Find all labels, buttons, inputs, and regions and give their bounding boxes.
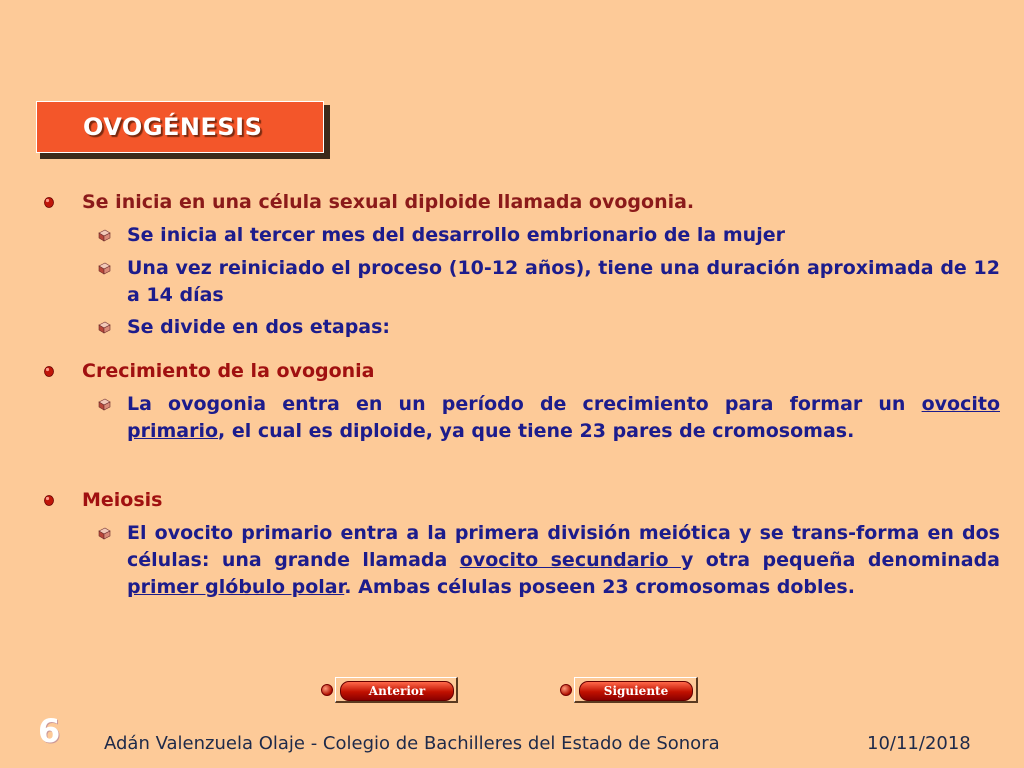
list-item-text: Se divide en dos etapas: <box>127 316 391 338</box>
cube-bullet-icon <box>97 262 111 275</box>
red-dot-icon <box>560 684 572 696</box>
list-item <box>127 255 1000 309</box>
next-button-frame <box>574 677 698 703</box>
list-item-text: La ovogonia entra en un período de crecimiento para formar un <box>127 393 922 415</box>
list-item-text: El ovocito primario entra a la primera división meiótica y se trans-forma en dos células: una grande llamada <box>127 522 1000 571</box>
section-heading-text: Meiosis <box>82 489 163 511</box>
footer-date: 10/11/2018 <box>867 733 971 754</box>
red-dot-bullet-icon <box>44 197 54 208</box>
list-item <box>127 314 1000 341</box>
red-dot-icon <box>321 684 333 696</box>
cube-bullet-icon <box>97 527 111 540</box>
section-heading-2 <box>82 358 982 385</box>
section-heading-3 <box>82 487 982 514</box>
list-item-text: , el cual es diploide, ya que tiene 23 pares de cromosomas. <box>218 420 855 442</box>
list-item-text: . Ambas células poseen 23 cromosomas dobles. <box>344 576 855 598</box>
red-dot-bullet-icon <box>44 495 54 506</box>
section-heading-text: Crecimiento de la ovogonia <box>82 360 375 382</box>
list-item-text: y otra pequeña denominada <box>680 549 1000 571</box>
list-item-text: Una vez reiniciado el proceso (10-12 años), tiene una duración aproximada de 12 a 14 días <box>127 257 1000 306</box>
prev-button[interactable] <box>321 675 458 705</box>
cube-bullet-icon <box>97 229 111 242</box>
list-item <box>127 222 1000 249</box>
next-button-label[interactable]: Siguiente <box>579 681 693 701</box>
term-ovocito-primario: ovocito primario <box>127 393 1000 442</box>
red-dot-bullet-icon <box>44 366 54 377</box>
term-ovocito-secundario: ovocito secundario <box>459 549 681 571</box>
title-face <box>36 101 324 153</box>
slide-number: 6 <box>38 712 61 750</box>
section-heading-text: Se inicia en una célula sexual diploide llamada ovogonia. <box>82 191 695 213</box>
cube-bullet-icon <box>97 398 111 411</box>
prev-button-frame <box>335 677 458 703</box>
list-item <box>127 520 1000 601</box>
section-heading-1 <box>82 189 982 216</box>
list-item <box>127 391 1000 445</box>
slide-title: OVOGÉNESIS <box>83 113 263 141</box>
prev-button-label[interactable]: Anterior <box>340 681 454 701</box>
cube-bullet-icon <box>97 321 111 334</box>
next-button[interactable] <box>560 675 698 705</box>
term-primer-globulo-polar: primer glóbulo polar <box>127 576 345 598</box>
list-item-text: Se inicia al tercer mes del desarrollo embrionario de la mujer <box>127 224 785 246</box>
title-box <box>36 101 326 157</box>
footer-author: Adán Valenzuela Olaje - Colegio de Bachilleres del Estado de Sonora <box>104 733 720 754</box>
